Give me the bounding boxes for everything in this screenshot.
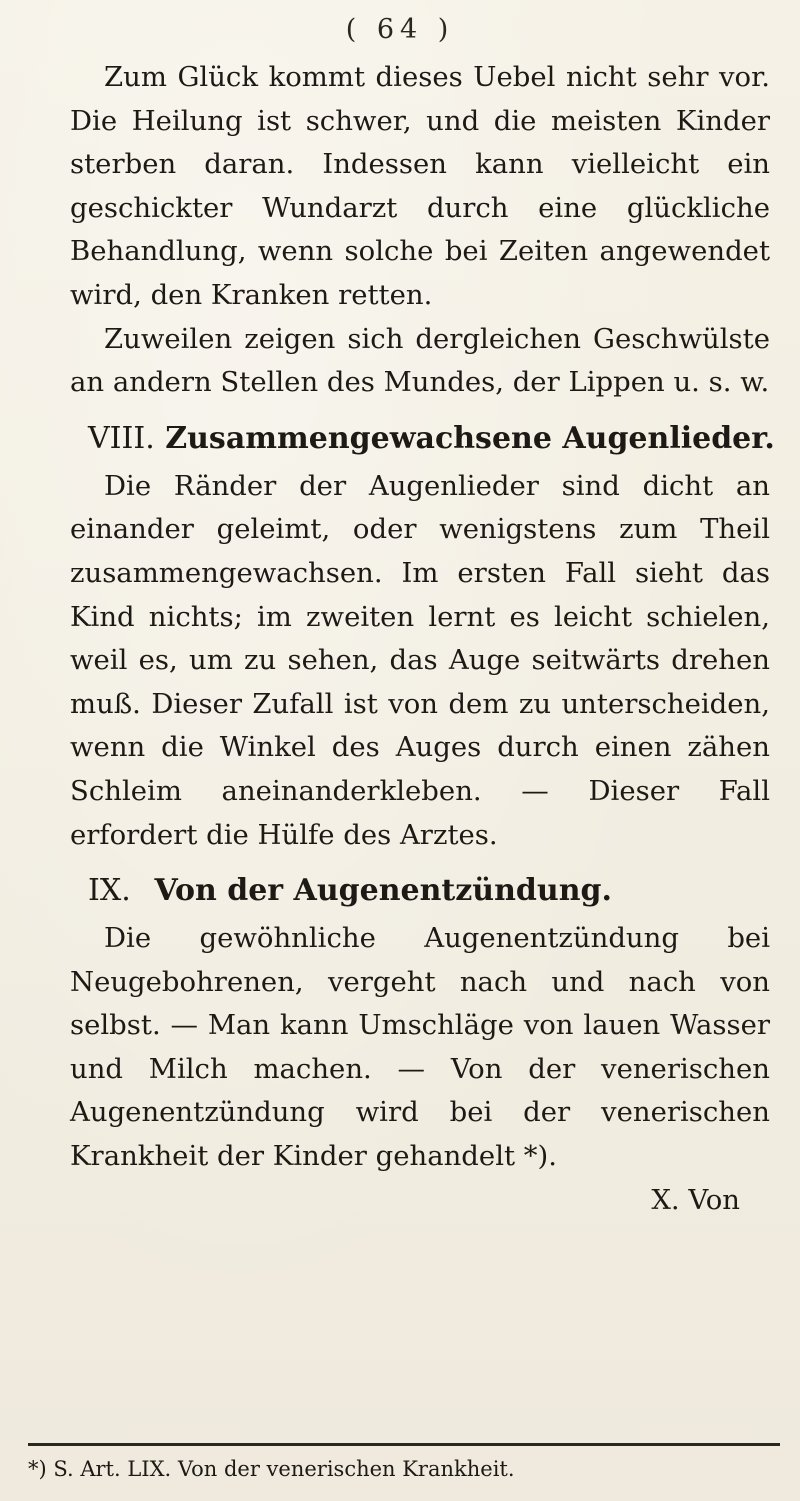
section-number-ix: IX. <box>88 873 131 909</box>
footnote-divider <box>28 1443 780 1446</box>
section-title-viii: Zusammengewachsene Augenlieder. <box>165 420 775 456</box>
paragraph-eyelids: Die Ränder der Augenlieder sind dicht an einander geleimt, oder wenigstens zum Theil zusammengewachsen. Im ersten Fall sieht das Kind nichts; im zweiten lernt es leicht schielen, weil es, um zu sehen, das Auge seitwärts drehen muß. Dieser Zufall ist von dem zu unterscheiden, wenn die Winkel des Auges durch einen zähen Schleim aneinanderkleben. — Dieser Fall erfordert die Hülfe des Arztes. <box>70 469 770 851</box>
section-heading-viii <box>70 413 775 465</box>
section-gap <box>70 405 770 413</box>
paragraph-swellings: Zuweilen zeigen sich dergleichen Geschwülste an andern Stellen des Mundes, der Lippen u. s. w. <box>70 322 770 399</box>
section-number-viii: VIII. <box>88 420 155 456</box>
catchword: X. Von <box>651 1183 740 1216</box>
paragraph-tumor-treatment: Zum Glück kommt dieses Uebel nicht sehr vor. Die Heilung ist schwer, und die meisten Kinder sterben daran. Indessen kann vielleicht ein geschickter Wundarzt durch eine glückliche Behandlung, wenn solche bei Zeiten angewendet wird, den Kranken retten. <box>70 61 770 311</box>
footnote: *) S. Art. LIX. Von der venerischen Krankheit. <box>28 1457 515 1481</box>
paragraph-eye-inflammation: Die gewöhnliche Augenentzündung bei Neugebohrenen, vergeht nach und nach von selbst. — Man kann Umschläge von lauen Wasser und Milch machen. — Von der venerischen Augenentzündung wird bei der venerischen Krankheit der Kinder gehandelt *). <box>70 922 770 1173</box>
section-title-ix: Von der Augenentzündung. <box>154 873 612 909</box>
page-number: ( 64 ) <box>345 14 455 45</box>
section-gap <box>70 857 770 865</box>
section-heading-ix <box>70 865 770 917</box>
main-text <box>70 56 775 1222</box>
